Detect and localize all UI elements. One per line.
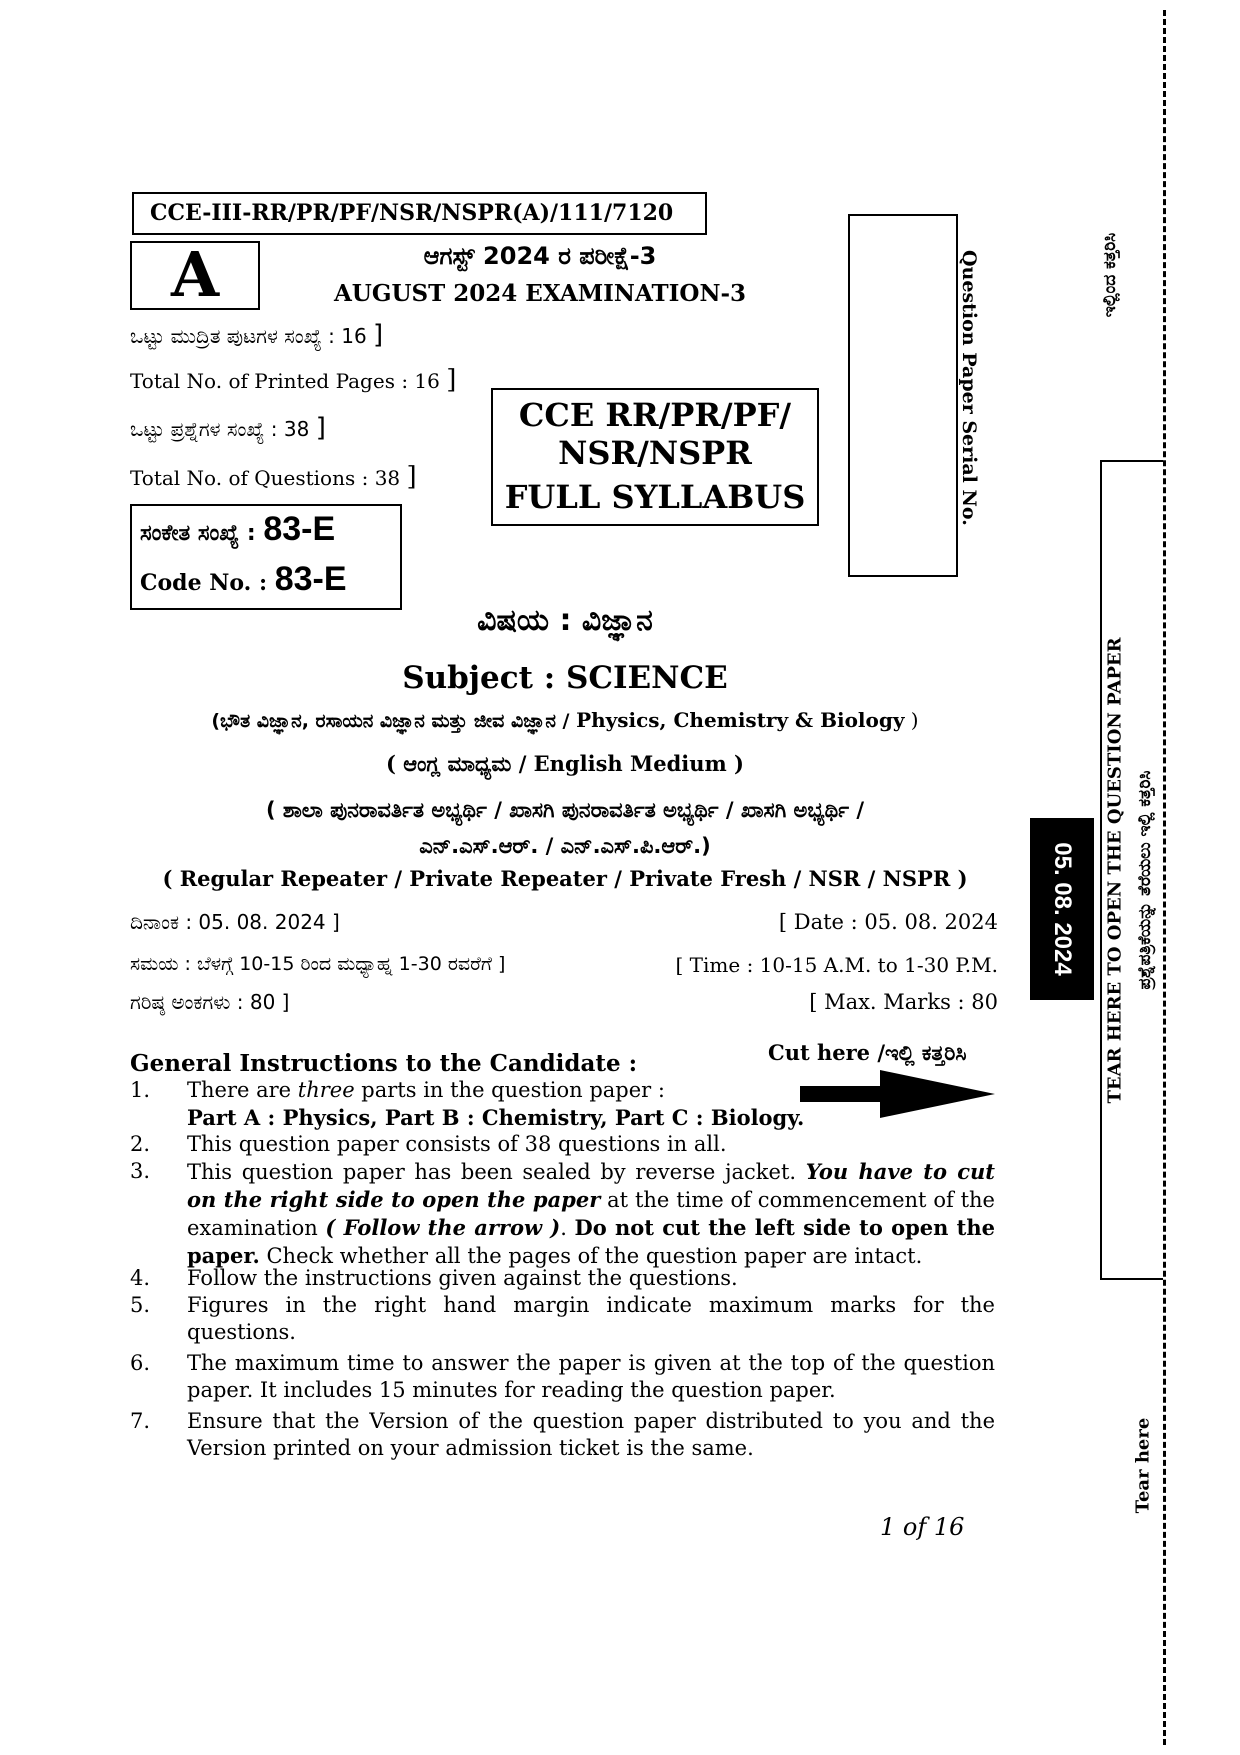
syllabus-line-1: CCE RR/PR/PF/: [518, 396, 792, 434]
code-english: Code No. : 83-E: [140, 560, 347, 598]
page-number: 1 of 16: [880, 1513, 965, 1541]
syllabus-box: [491, 388, 819, 526]
medium: ( ಆಂಗ್ಲ ಮಾಧ್ಯಮ / English Medium ): [385, 751, 744, 776]
serial-number-label: Question Paper Serial No.: [958, 250, 980, 526]
version-letter: A: [130, 241, 260, 310]
exam-title-english: AUGUST 2024 EXAMINATION-3: [333, 280, 747, 307]
tear-to-open-kannada: ಪ್ರಶ್ನೆಪತ್ರಿಕೆಯನ್ನು ತೆರೆಯಲು ಇಲ್ಲಿ ಕತ್ತರಿಸಿ: [1135, 770, 1155, 990]
code-kannada: ಸಂಕೇತ ಸಂಖ್ಯೆ : 83-E: [140, 510, 336, 548]
tear-to-open-english: TEAR HERE TO OPEN THE QUESTION PAPER: [1104, 637, 1126, 1104]
tear-line[interactable]: [1163, 10, 1166, 1745]
instruction-item: 1. There are three parts in the question paper : Part A : Physics, Part B : Chemistry, Part C : Biology.: [130, 1078, 805, 1130]
exam-title-kannada: ಆಗಸ್ಟ್ 2024 ರ ಪರೀಕ್ಷೆ-3: [423, 242, 657, 270]
syllabus-line-2: NSR/NSPR: [558, 434, 752, 472]
subject-english: Subject : SCIENCE: [402, 660, 728, 696]
cut-here-label: Cut here /ಇಲ್ಲಿ ಕತ್ತರಿಸಿ: [768, 1040, 967, 1065]
candidate-category-kannada: ( ಶಾಲಾ ಪುನರಾವರ್ತಿತ ಅಭ್ಯರ್ಥಿ / ಖಾಸಗಿ ಪುನರಾವರ್ತಿತ ಅಭ್ಯರ್ಥಿ / ಖಾಸಗಿ ಅಭ್ಯರ್ಥಿ / ಎನ್.ಎಸ್.ಆರ್. / ಎನ್.ಎಸ್.ಪಿ.ಆರ್.): [265, 798, 865, 858]
printed-pages-english: Total No. of Printed Pages : 16 ]: [130, 365, 457, 395]
tear-label-kannada-top: ಇಲ್ಲಿಂದ ಕತ್ತರಿಸಿ: [1100, 232, 1120, 318]
tear-here-label: Tear here: [1132, 1417, 1154, 1514]
questions-count-english: Total No. of Questions : 38 ]: [130, 462, 417, 492]
questions-count-kannada: ಒಟ್ಟು ಪ್ರಶ್ನೆಗಳ ಸಂಖ್ಯೆ : 38 ]: [130, 413, 326, 443]
instructions-title: General Instructions to the Candidate :: [130, 1050, 638, 1077]
date-badge: 05. 08. 2024: [1030, 818, 1094, 1000]
subject-kannada: ವಿಷಯ : ವಿಜ್ಞಾನ: [477, 603, 653, 638]
syllabus-line-3: FULL SYLLABUS: [504, 478, 806, 516]
code-number-box: [130, 504, 402, 610]
candidate-category-english: ( Regular Repeater / Private Repeater / Private Fresh / NSR / NSPR ): [162, 866, 968, 891]
serial-number-box[interactable]: [848, 214, 958, 577]
subject-branches: (ಭೌತ ವಿಜ್ಞಾನ, ರಸಾಯನ ವಿಜ್ಞಾನ ಮತ್ತು ಜೀವ ವಿಜ್ಞಾನ / Physics, Chemistry & Biology ): [211, 708, 919, 732]
printed-pages-kannada: ಒಟ್ಟು ಮುದ್ರಿತ ಪುಟಗಳ ಸಂಖ್ಯೆ : 16 ]: [130, 320, 384, 350]
paper-code: CCE-III-RR/PR/PF/NSR/NSPR(A)/111/7120: [132, 192, 707, 235]
